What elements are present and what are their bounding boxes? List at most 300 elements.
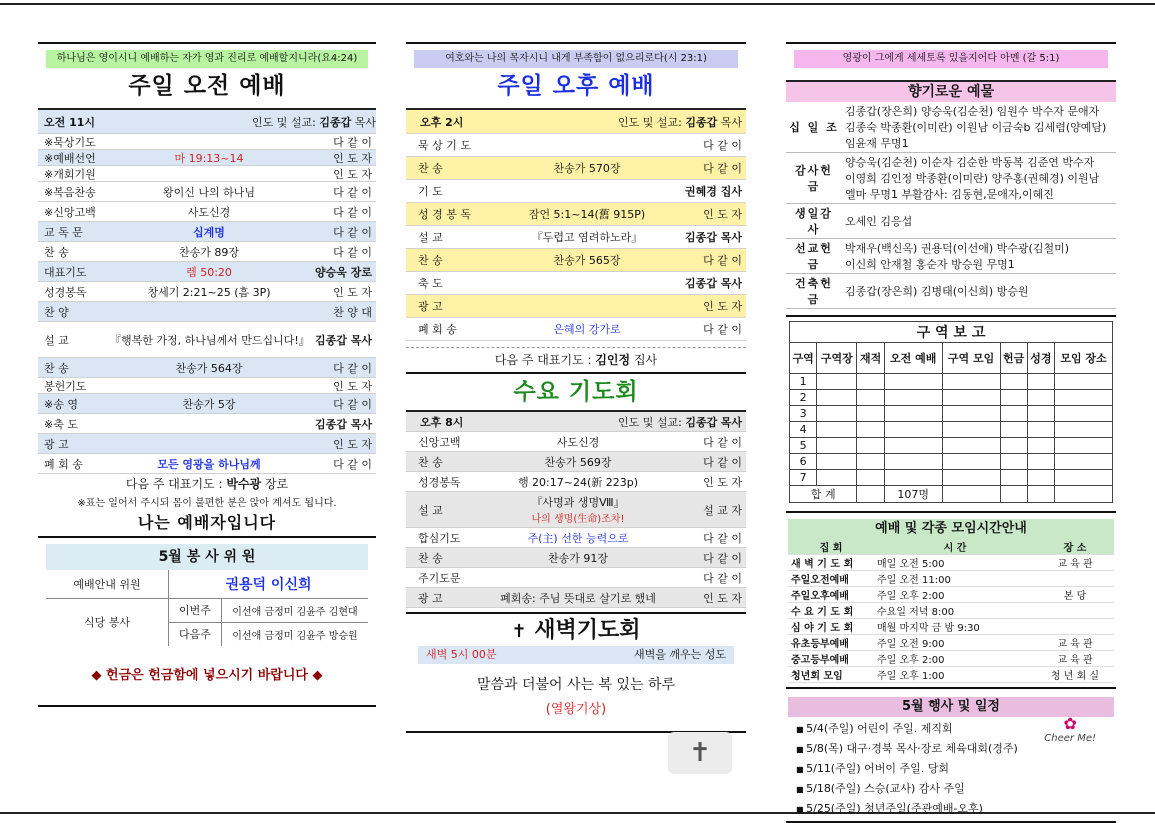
order-item: 광 고 — [418, 300, 443, 313]
order-leader: 다 같 이 — [333, 457, 372, 471]
bullet-icon: ■ — [796, 725, 807, 734]
gift-row — [786, 274, 1116, 309]
order-leader: 양승욱 장로 — [315, 265, 372, 279]
schedule-header: 집 회 — [788, 539, 874, 555]
schedule-row — [788, 635, 1114, 651]
gift-title: 향기로운 예물 — [786, 80, 1116, 102]
schedule-header: 장 소 — [1036, 539, 1114, 555]
order-leader: 인 도 자 — [703, 591, 742, 605]
order-header: 오전 11시 인도 및 설교: 김종갑 목사 — [38, 108, 376, 134]
zone-cell — [817, 374, 857, 390]
zone-row — [790, 454, 1113, 470]
schedule-title: 예배 및 각종 모임시간안내 — [788, 519, 1114, 539]
zone-cell — [817, 438, 857, 454]
service-time: 오후 2시 — [420, 115, 464, 129]
order-item: 기 도 — [418, 185, 443, 198]
order-item: 설 교 — [418, 231, 443, 244]
order-leader: 다 같 이 — [333, 397, 372, 411]
zone-header: 성경 — [1027, 343, 1054, 374]
zone-cell — [1055, 422, 1113, 438]
order-row — [406, 180, 746, 203]
zone-number: 4 — [790, 422, 817, 438]
gift-line: 이신희 안재철 홍순자 방승원 무명1 — [845, 258, 1015, 271]
order-content-text: 찬송가 91장 — [548, 551, 608, 565]
order-item: 설 교 — [44, 333, 69, 347]
zone-cell — [817, 406, 857, 422]
order-leader: 다 같 이 — [333, 361, 372, 375]
gift-category: 감사헌금 — [795, 164, 833, 193]
gift-names — [842, 102, 1116, 153]
schedule-place: 청 년 회 실 — [1036, 667, 1114, 683]
order-content-text: 폐회송: 주님 뜻대로 살기로 했네 — [500, 591, 656, 605]
zone-cell — [1055, 390, 1113, 406]
morning-worship-column — [38, 42, 376, 707]
order-leader: 인 도 자 — [703, 300, 742, 313]
order-leader: 다 같 이 — [333, 245, 372, 259]
order-row — [406, 472, 746, 492]
order-row — [406, 492, 746, 528]
zone-cell — [1055, 374, 1113, 390]
order-content-text: 『사명과 생명Ⅷ』 — [531, 496, 625, 509]
order-leader: 인 도 자 — [333, 437, 372, 451]
zone-cell — [1055, 486, 1113, 503]
zone-cell — [942, 390, 1000, 406]
order-leader: 다 같 이 — [333, 205, 372, 219]
page-title: 주일 오전 예배 — [128, 73, 286, 99]
order-item: 찬 송 — [44, 361, 69, 375]
order-item: ※예배선언 — [44, 151, 96, 165]
order-row — [38, 166, 376, 182]
order-list — [38, 134, 376, 474]
order-item: 폐 회 송 — [44, 457, 83, 471]
order-row — [406, 452, 746, 472]
gift-category: 선교헌금 — [795, 242, 833, 271]
zone-cell — [884, 438, 942, 454]
gift-line: 오세인 김응섭 — [845, 215, 913, 228]
order-content: 찬송가 565장 — [553, 254, 621, 267]
order-leader: 다 같 이 — [703, 139, 742, 152]
order-leader: 찬 양 대 — [333, 305, 372, 319]
order-item: 대표기도 — [44, 265, 87, 279]
next-prayer: 다음 주 대표기도 : 김인정 집사 — [406, 347, 746, 372]
offering-note: ◆ 헌금은 헌금함에 넣으시기 바랍니다 ◆ — [91, 668, 323, 683]
order-item: 광 고 — [418, 591, 443, 605]
order-leader: 인 도 자 — [333, 285, 372, 299]
schedule-place: 교 육 관 — [1036, 651, 1114, 667]
standing-note: ※표는 일어서 주시되 몸이 불편한 분은 앉아 계셔도 됩니다. — [77, 498, 337, 509]
order-row — [38, 394, 376, 414]
zone-report-table — [789, 321, 1113, 503]
zone-number: 2 — [790, 390, 817, 406]
cheer-stamp: ✿ Cheer Me! — [1044, 714, 1096, 744]
zone-cell — [1000, 486, 1027, 503]
wednesday-title: 수요 기도회 — [513, 379, 639, 405]
order-leader: 김종갑 목사 — [685, 231, 742, 244]
order-content: 렘 50:20 — [186, 265, 232, 279]
gift-line: 엘마 무명1 부활감사: 김동현,문애자,이혜진 — [845, 188, 1054, 201]
order-content — [478, 474, 678, 490]
gift-line: 양승욱(김순천) 이순자 김순한 박동복 김준연 박수자 — [845, 156, 1095, 169]
zone-cell — [857, 422, 884, 438]
order-item: 폐 회 송 — [418, 323, 457, 336]
zone-cell — [817, 470, 857, 486]
gift-category: 십 일 조 — [789, 121, 839, 134]
order-item: 성경봉독 — [418, 475, 461, 489]
order-row — [38, 322, 376, 358]
zone-cell — [942, 470, 1000, 486]
event-text: 5/4(주일) 어린이 주일. 제직회 — [806, 722, 953, 735]
gift-names — [842, 274, 1116, 309]
gift-names — [842, 239, 1116, 274]
order-leader: 인 도 자 — [333, 167, 372, 181]
zone-cell — [1055, 406, 1113, 422]
event-item — [786, 799, 1116, 819]
order-row — [406, 588, 746, 608]
order-leader: 다 같 이 — [703, 455, 742, 469]
schedule-name: 수 요 기 도 회 — [788, 603, 874, 619]
event-item — [786, 779, 1116, 799]
zone-cell — [942, 486, 1000, 503]
order-content — [478, 530, 678, 546]
order-row — [38, 182, 376, 202]
gift-names — [842, 153, 1116, 204]
order-item: 찬 송 — [418, 254, 443, 267]
schedule-name: 새 벽 기 도 회 — [788, 555, 874, 571]
zone-cell — [942, 374, 1000, 390]
schedule-place — [1036, 603, 1114, 619]
order-content-text: 찬송가 569장 — [544, 455, 612, 469]
schedule-place: 교 육 관 — [1036, 555, 1114, 571]
order-content — [478, 434, 678, 450]
order-item: 신앙고백 — [418, 435, 461, 449]
top-rule — [0, 3, 1155, 5]
scripture-banner: 영광이 그에게 세세토록 있을지어다 아멘 (갈 5:1) — [794, 50, 1108, 68]
schedule-name: 중고등부예배 — [788, 651, 874, 667]
schedule-row — [788, 587, 1114, 603]
gift-row — [786, 153, 1116, 204]
zone-cell — [1000, 406, 1027, 422]
gift-row — [786, 102, 1116, 153]
zone-cell — [942, 454, 1000, 470]
zone-cell — [857, 486, 884, 503]
order-item: ※묵상기도 — [44, 135, 96, 149]
order-row — [38, 358, 376, 378]
schedule-name: 주일오후예배 — [788, 587, 874, 603]
order-leader: 다 같 이 — [333, 225, 372, 239]
zone-header: 오전 예배 — [884, 343, 942, 374]
zone-row — [790, 374, 1113, 390]
zone-total-label: 합 계 — [790, 486, 857, 503]
order-row — [406, 157, 746, 180]
order-item: ※개회기원 — [44, 167, 96, 181]
zone-cell — [857, 454, 884, 470]
schedule-row — [788, 651, 1114, 667]
order-leader: 김종갑 목사 — [315, 333, 372, 347]
order-row — [38, 262, 376, 282]
zone-title: 구 역 보 고 — [790, 322, 1113, 343]
gift-category: 생일감사 — [795, 207, 833, 236]
zone-row — [790, 422, 1113, 438]
wednesday-order — [406, 432, 746, 608]
dawn-sub: (열왕기상) — [545, 702, 607, 717]
zone-cell — [857, 438, 884, 454]
order-item: 성 경 봉 독 — [418, 208, 471, 221]
order-row — [38, 454, 376, 474]
dawn-info: 새벽 5시 00분 새벽을 깨우는 성도 — [418, 646, 734, 664]
order-row — [38, 414, 376, 434]
order-content-text: 주(主) 선한 능력으로 — [527, 531, 629, 545]
schedule-place — [1036, 571, 1114, 587]
event-text: 5/11(주일) 어버이 주일. 당회 — [806, 762, 950, 775]
gift-names — [842, 204, 1116, 239]
order-row — [38, 222, 376, 242]
schedule-header-row — [788, 539, 1114, 555]
order-leader: 인 도 자 — [703, 208, 742, 221]
order-row — [38, 302, 376, 322]
schedule-place — [1036, 619, 1114, 635]
flower-icon: ✿ — [1063, 714, 1077, 733]
zone-cell — [817, 390, 857, 406]
order-item: ※축 도 — [44, 417, 78, 431]
schedule-time: 매월 마지막 금 밤 9:30 — [874, 619, 1036, 635]
zone-cell — [1000, 454, 1027, 470]
offerings-column — [786, 42, 1116, 823]
order-leader: 김종갑 목사 — [685, 277, 742, 290]
order-content: 십계명 — [193, 225, 225, 239]
order-leader: 인 도 자 — [703, 475, 742, 489]
order-row — [406, 548, 746, 568]
order-row — [38, 134, 376, 150]
event-item — [786, 759, 1116, 779]
order-content — [478, 494, 678, 525]
order-row — [406, 528, 746, 548]
zone-row — [790, 470, 1113, 486]
order-item: 합심기도 — [418, 531, 461, 545]
zone-cell — [1027, 486, 1054, 503]
zone-row — [790, 406, 1113, 422]
schedule-name: 청년회 모임 — [788, 667, 874, 683]
bullet-icon: ■ — [796, 785, 807, 794]
order-item: ※신앙고백 — [44, 205, 96, 219]
zone-cell — [817, 454, 857, 470]
order-item: 설 교 — [418, 503, 443, 517]
schedule-row — [788, 555, 1114, 571]
serve-title: 5월 봉 사 위 원 — [46, 544, 368, 570]
zone-header: 구역장 — [817, 343, 857, 374]
zone-cell — [857, 406, 884, 422]
zone-cell — [857, 390, 884, 406]
zone-cell — [1027, 390, 1054, 406]
zone-header: 구역 — [790, 343, 817, 374]
gift-category: 건축헌금 — [795, 277, 833, 306]
slogan: 나는 예배자입니다 — [137, 513, 277, 532]
order-row — [406, 272, 746, 295]
order-header: 오후 2시 인도 및 설교: 김종갑 목사 — [406, 108, 746, 134]
zone-cell — [1055, 454, 1113, 470]
order-item: ※복음찬송 — [44, 185, 96, 199]
afternoon-worship-column — [406, 42, 746, 768]
zone-cell — [1055, 470, 1113, 486]
zone-header-row — [790, 343, 1113, 374]
order-list — [406, 134, 746, 341]
order-row — [406, 249, 746, 272]
zone-header: 모임 장소 — [1055, 343, 1113, 374]
schedule-name: 주일오전예배 — [788, 571, 874, 587]
zone-cell — [1000, 390, 1027, 406]
schedule-header: 시 간 — [874, 539, 1036, 555]
order-item: 성경봉독 — [44, 285, 87, 299]
order-content: 찬송가 5장 — [182, 397, 236, 411]
event-text: 5/8(목) 대구·경북 목사·장로 체육대회(경주) — [806, 742, 1018, 755]
order-content-text: 사도신경 — [556, 435, 600, 449]
order-content: 왕이신 나의 하나님 — [162, 185, 255, 199]
schedule-time: 주일 오전 9:00 — [874, 635, 1036, 651]
dawn-title: ✝ 새벽기도회 — [511, 618, 641, 643]
order-row — [38, 242, 376, 262]
event-title: 5월 행사 및 일정 — [788, 697, 1114, 717]
zone-cell — [817, 422, 857, 438]
zone-cell — [884, 374, 942, 390]
order-leader: 다 같 이 — [703, 435, 742, 449]
zone-cell — [1000, 470, 1027, 486]
order-row — [38, 202, 376, 222]
schedule-row — [788, 603, 1114, 619]
zone-row — [790, 390, 1113, 406]
order-content: 은혜의 강가로 — [553, 323, 621, 336]
schedule-time: 매일 오전 5:00 — [874, 555, 1036, 571]
serve-table: 예배안내 위원 권용덕 이신희 식당 봉사 이번주 이선애 금정미 김윤주 김현대 다음주 이선애 금정미 김윤주 방승원 — [46, 570, 368, 646]
order-leader: 다 같 이 — [703, 254, 742, 267]
order-content: 창세기 2:21~25 (흠 3P) — [147, 285, 271, 299]
zone-cell — [884, 390, 942, 406]
order-item: 축 도 — [418, 277, 443, 290]
order-item: ※송 영 — [44, 397, 78, 411]
schedule-place: 본 당 — [1036, 587, 1114, 603]
bullet-icon: ■ — [796, 745, 807, 754]
order-content: 잠언 5:1~14(舊 915P) — [528, 208, 646, 221]
event-text: 5/18(주일) 스승(교사) 감사 주일 — [806, 782, 965, 795]
zone-cell — [942, 438, 1000, 454]
zone-number: 5 — [790, 438, 817, 454]
order-leader: 인 도 자 — [333, 151, 372, 165]
schedule-table — [788, 539, 1114, 683]
zone-header: 구역 모임 — [942, 343, 1000, 374]
zone-cell — [1027, 406, 1054, 422]
order-leader: 다 같 이 — [703, 551, 742, 565]
zone-row — [790, 438, 1113, 454]
order-leader: 다 같 이 — [333, 185, 372, 199]
order-row — [406, 295, 746, 318]
cross-decoration-icon: ✝ — [668, 732, 732, 774]
zone-cell — [1027, 374, 1054, 390]
bullet-icon: ■ — [796, 805, 807, 814]
order-row — [406, 432, 746, 452]
scripture-banner: 하나님은 영이시니 예배하는 자가 영과 진리로 예배할지니라(요4:24) — [46, 50, 368, 68]
zone-number: 1 — [790, 374, 817, 390]
dawn-phrase: 말씀과 더불어 사는 복 있는 하루 — [476, 677, 676, 693]
order-content: 찬송가 564장 — [175, 361, 243, 375]
order-item: 찬 송 — [418, 162, 443, 175]
order-content: 모든 영광을 하나님께 — [157, 457, 261, 471]
order-content — [478, 590, 678, 606]
order-leader: 다 같 이 — [703, 571, 742, 585]
order-item: 찬 송 — [44, 245, 69, 259]
zone-cell — [1000, 422, 1027, 438]
order-row — [38, 282, 376, 302]
order-leader: 김종갑 목사 — [315, 417, 372, 431]
schedule-time: 주일 오후 2:00 — [874, 651, 1036, 667]
order-content: 사도신경 — [187, 205, 231, 219]
service-time: 오전 11시 — [44, 115, 96, 129]
order-content — [478, 550, 678, 566]
next-prayer: 다음 주 대표기도 : 박수광 장로 — [125, 477, 289, 491]
zone-cell — [884, 470, 942, 486]
zone-total-value: 107명 — [884, 486, 942, 503]
order-row — [406, 226, 746, 249]
wed-header: 오후 8시 인도 및 설교: 김종갑 목사 — [406, 410, 746, 432]
zone-cell — [1027, 454, 1054, 470]
order-row — [406, 203, 746, 226]
zone-number: 3 — [790, 406, 817, 422]
cross-icon: ✝ — [511, 621, 527, 642]
order-item: 묵 상 기 도 — [418, 139, 471, 152]
zone-cell — [857, 374, 884, 390]
order-item: 광 고 — [44, 437, 69, 451]
zone-total-row — [790, 486, 1113, 503]
schedule-time: 주일 오후 2:00 — [874, 587, 1036, 603]
order-content: 『행복한 가정, 하나님께서 만드십니다!』 — [110, 333, 310, 347]
gift-line: 김종갑(장은희) 양승욱(김순천) 임원수 박수자 문애자 — [845, 105, 1100, 118]
order-leader: 다 같 이 — [703, 162, 742, 175]
event-text: 5/25(주일) 청년주일(주관예배-오후) — [806, 802, 983, 815]
gift-line: 임윤재 무명1 — [845, 137, 909, 150]
schedule-time: 주일 오후 1:00 — [874, 667, 1036, 683]
zone-number: 6 — [790, 454, 817, 470]
order-item: 찬 송 — [418, 455, 443, 469]
zone-cell — [1027, 422, 1054, 438]
order-content: 마 19:13~14 — [174, 151, 244, 165]
zone-number: 7 — [790, 470, 817, 486]
order-leader: 설 교 자 — [703, 503, 742, 517]
zone-cell — [1000, 374, 1027, 390]
zone-cell — [1027, 470, 1054, 486]
order-subtitle: 나의 생명(生命)조차! — [531, 514, 625, 525]
zone-cell — [884, 406, 942, 422]
gift-row — [786, 239, 1116, 274]
gift-line: 이영희 김인정 박종환(이미란) 양주홍(권혜경) 이원남 — [845, 172, 1100, 185]
order-content-text: 행 20:17~24(新 223p) — [517, 475, 639, 489]
page-title: 주일 오후 예배 — [497, 73, 655, 99]
zone-title-row — [790, 322, 1113, 343]
gift-line: 김종갑(장은희) 김병태(이신희) 방승원 — [845, 285, 1029, 298]
order-leader: 인 도 자 — [333, 379, 372, 393]
zone-header: 재적 — [857, 343, 884, 374]
order-content: 찬송가 570장 — [553, 162, 621, 175]
gift-line: 박재우(백신옥) 권용덕(이선애) 박수광(김철미) — [845, 242, 1070, 255]
schedule-row — [788, 667, 1114, 683]
order-content — [478, 454, 678, 470]
order-row — [406, 318, 746, 341]
zone-cell — [884, 454, 942, 470]
zone-cell — [884, 422, 942, 438]
schedule-row — [788, 571, 1114, 587]
order-row — [38, 378, 376, 394]
schedule-row — [788, 619, 1114, 635]
order-leader: 다 같 이 — [333, 135, 372, 149]
order-content: 『두렵고 염려하노라』 — [531, 231, 643, 244]
scripture-banner: 여호와는 나의 목자시니 내게 부족함이 없으리로다(시 23:1) — [414, 50, 738, 68]
gift-line: 김종숙 박종환(이미란) 이원남 이금숙b 김세렴(양예담) — [845, 121, 1107, 134]
